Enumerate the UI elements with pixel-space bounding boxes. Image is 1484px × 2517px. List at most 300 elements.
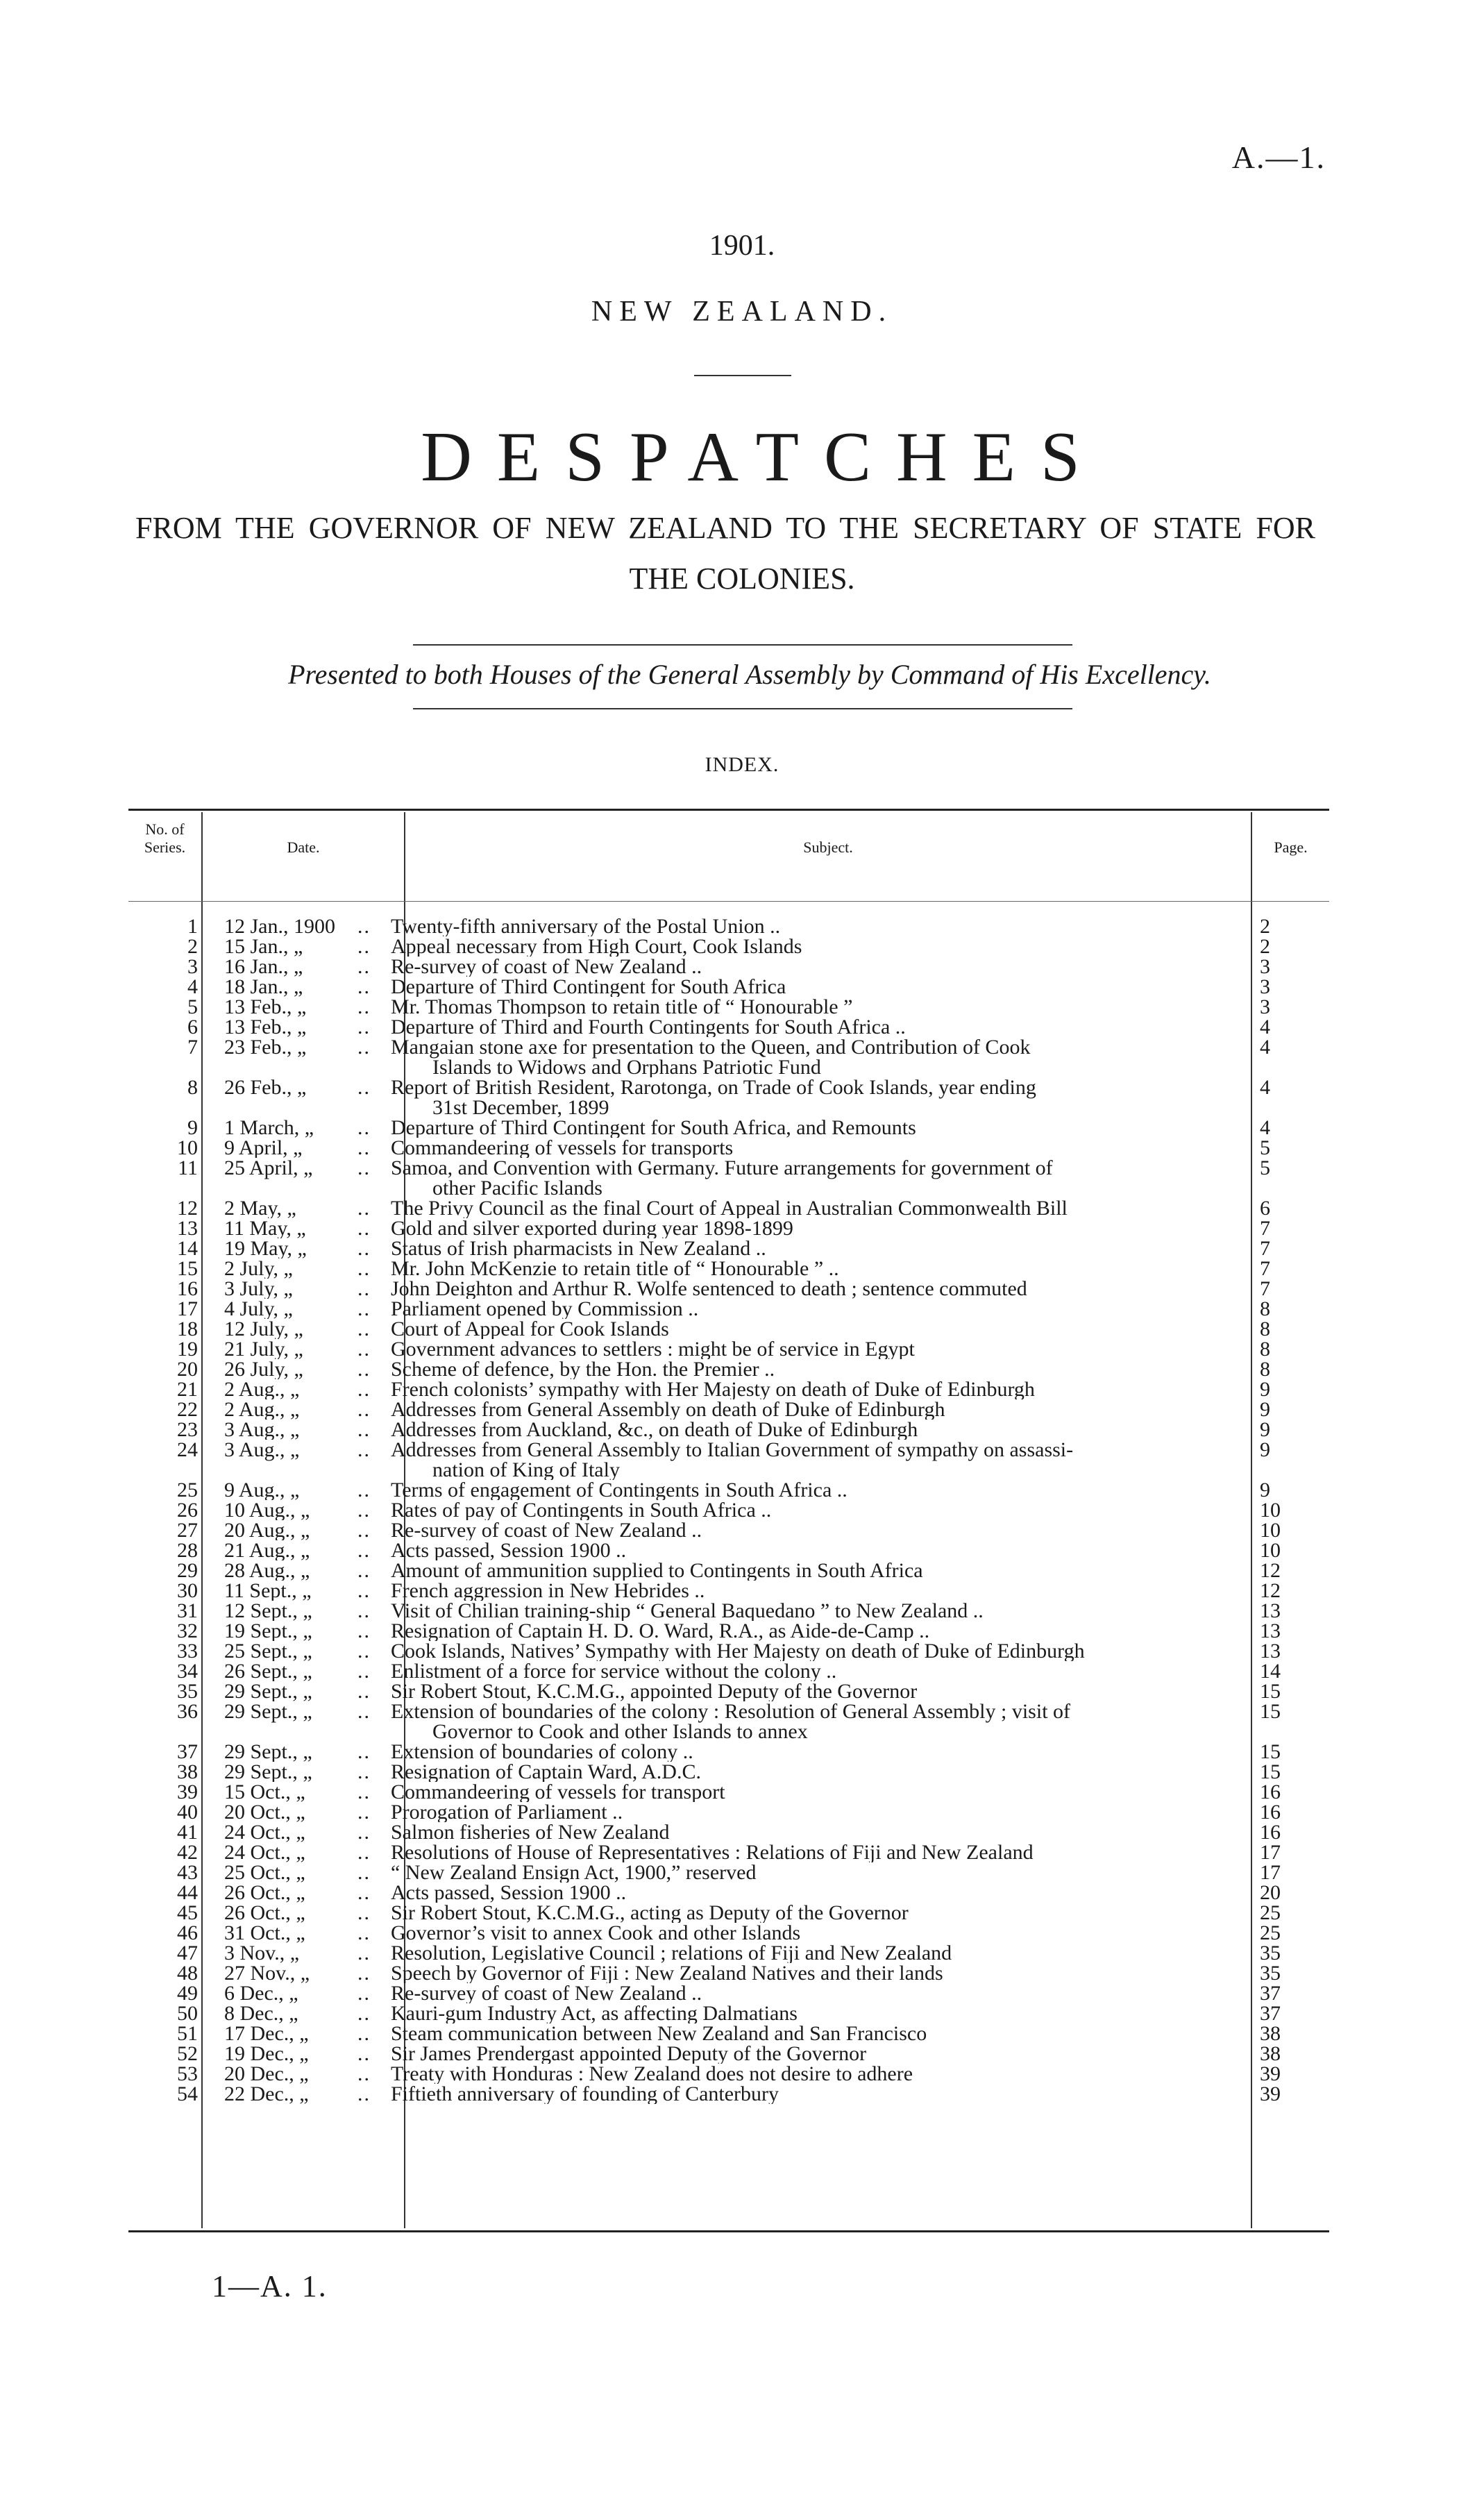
- page-number: 9: [1260, 1378, 1270, 1401]
- page-number: 12: [1260, 1559, 1281, 1582]
- series-number: 1: [187, 915, 198, 938]
- leader-dots: ..: [357, 1680, 371, 1703]
- entry-subject: [385, 1641, 1239, 1661]
- table-row: [128, 1983, 1329, 2003]
- table-top-rule: [128, 809, 1329, 811]
- page-number: 4: [1260, 1036, 1270, 1059]
- leader-dots: ..: [357, 2002, 371, 2025]
- entry-date: 19 Sept., „: [224, 1621, 312, 1641]
- entry-date: 19 May, „: [224, 1238, 307, 1258]
- page-number: 2: [1260, 915, 1270, 938]
- leader-dots: ..: [357, 1156, 371, 1179]
- leader-dots: ..: [357, 1660, 371, 1683]
- entry-subject: [385, 1963, 1239, 1983]
- series-number: 49: [177, 1982, 198, 2005]
- subject-text: Government advances to settlers : might be of service in Egypt: [391, 1339, 915, 1359]
- entry-subject: [385, 1681, 1239, 1701]
- page-number: 9: [1260, 1398, 1270, 1421]
- page-number: 16: [1260, 1801, 1281, 1824]
- table-row: [128, 2084, 1329, 2104]
- page-number: 5: [1260, 1156, 1270, 1179]
- table-row: [128, 1279, 1329, 1299]
- page-number: 9: [1260, 1438, 1270, 1461]
- subject-text: Samoa, and Convention with Germany. Future arrangements for government of: [391, 1158, 1053, 1179]
- leader-dots: ..: [357, 1036, 371, 1059]
- table-row: [128, 2044, 1329, 2064]
- table-row: [128, 1138, 1329, 1158]
- entry-subject: [385, 1158, 1239, 1198]
- subject-text: Sir James Prendergast appointed Deputy of the Governor: [391, 2044, 867, 2064]
- entry-subject: [385, 1299, 1239, 1319]
- entry-date: 19 Dec., „: [224, 2044, 309, 2064]
- entry-subject: [385, 1621, 1239, 1641]
- entry-date: 3 Aug., „: [224, 1420, 300, 1440]
- series-number: 50: [177, 2002, 198, 2025]
- country-heading: NEW ZEALAND.: [591, 296, 893, 328]
- subject-text: Enlistment of a force for service without the colony ..: [391, 1661, 837, 1681]
- table-row: [128, 1238, 1329, 1258]
- table-row: [128, 1440, 1329, 1480]
- subject-text: Addresses from General Assembly to Italian Government of sympathy on assassi-: [391, 1440, 1074, 1461]
- subject-text: Gold and silver exported during year 1898-1899: [391, 1218, 793, 1238]
- entry-subject: [385, 1903, 1239, 1923]
- page-number: 9: [1260, 1479, 1270, 1501]
- entry-subject: [385, 1520, 1239, 1540]
- entry-subject: [385, 1037, 1239, 1077]
- header-date: Date.: [287, 839, 320, 856]
- table-row: [128, 1218, 1329, 1238]
- entry-date: 26 Oct., „: [224, 1903, 305, 1923]
- entry-date: 3 Aug., „: [224, 1440, 300, 1461]
- subject-continuation: Islands to Widows and Orphans Patriotic Fund: [432, 1056, 821, 1077]
- entry-date: 11 Sept., „: [224, 1581, 312, 1601]
- page-number: 14: [1260, 1660, 1281, 1683]
- leader-dots: ..: [357, 1781, 371, 1803]
- page-number: 3: [1260, 975, 1270, 998]
- series-number: 11: [178, 1156, 198, 1179]
- page-number: 10: [1260, 1499, 1281, 1522]
- series-number: 37: [177, 1740, 198, 1763]
- leader-dots: ..: [357, 1942, 371, 1964]
- series-number: 10: [177, 1136, 198, 1159]
- subject-text: Commandeering of vessels for transports: [391, 1138, 734, 1158]
- entry-subject: [385, 1017, 1239, 1037]
- table-row: [128, 997, 1329, 1017]
- document-reference: A.—1.: [1231, 140, 1326, 175]
- entry-date: 27 Nov., „: [224, 1963, 310, 1983]
- series-number: 34: [177, 1660, 198, 1683]
- page-number: 39: [1260, 2082, 1281, 2105]
- table-row: [128, 1842, 1329, 1862]
- subject-text: Prorogation of Parliament ..: [391, 1802, 623, 1822]
- table-row: [128, 957, 1329, 977]
- leader-dots: ..: [357, 1136, 371, 1159]
- entry-subject: [385, 1077, 1239, 1118]
- entry-subject: [385, 1399, 1239, 1420]
- leader-dots: ..: [357, 1378, 371, 1401]
- series-number: 16: [177, 1277, 198, 1300]
- page-number: 8: [1260, 1358, 1270, 1381]
- page-title: DESPATCHES: [421, 418, 1105, 496]
- page-number: 4: [1260, 1076, 1270, 1099]
- subject-text: French colonists’ sympathy with Her Majesty on death of Duke of Edinburgh: [391, 1379, 1035, 1399]
- table-row: [128, 1077, 1329, 1118]
- series-number: 42: [177, 1841, 198, 1864]
- entry-subject: [385, 1420, 1239, 1440]
- series-number: 32: [177, 1619, 198, 1642]
- subject-text: John Deighton and Arthur R. Wolfe sentenced to death ; sentence commuted: [391, 1279, 1027, 1299]
- entry-subject: [385, 2064, 1239, 2084]
- page-number: 7: [1260, 1237, 1270, 1260]
- leader-dots: ..: [357, 1418, 371, 1441]
- leader-dots: ..: [357, 1619, 371, 1642]
- entry-subject: [385, 936, 1239, 957]
- entry-subject: [385, 1802, 1239, 1822]
- subject-text: Resignation of Captain Ward, A.D.C.: [391, 1762, 701, 1782]
- page-number: 15: [1260, 1680, 1281, 1703]
- page-number: 8: [1260, 1318, 1270, 1340]
- table-row: [128, 1862, 1329, 1883]
- page-number: 25: [1260, 1901, 1281, 1924]
- leader-dots: ..: [357, 2082, 371, 2105]
- entry-subject: [385, 1601, 1239, 1621]
- entry-date: 3 July, „: [224, 1279, 293, 1299]
- leader-dots: ..: [357, 1197, 371, 1220]
- series-number: 47: [177, 1942, 198, 1964]
- subject-text: Resignation of Captain H. D. O. Ward, R.A., as Aide-de-Camp ..: [391, 1621, 930, 1641]
- subject-text: Acts passed, Session 1900 ..: [391, 1540, 627, 1560]
- entry-date: 2 May, „: [224, 1198, 296, 1218]
- subject-text: Mr. John McKenzie to retain title of “ Honourable ” ..: [391, 1258, 839, 1279]
- entry-date: 12 July, „: [224, 1319, 303, 1339]
- subject-continuation: nation of King of Italy: [432, 1458, 620, 1480]
- series-number: 28: [177, 1539, 198, 1562]
- series-number: 22: [177, 1398, 198, 1421]
- entry-date: 9 April, „: [224, 1138, 303, 1158]
- series-number: 48: [177, 1962, 198, 1985]
- table-row: [128, 1198, 1329, 1218]
- table-row: [128, 977, 1329, 997]
- page-number: 10: [1260, 1539, 1281, 1562]
- subject-text: Rates of pay of Contingents in South Africa ..: [391, 1500, 772, 1520]
- series-number: 53: [177, 2062, 198, 2085]
- table-row: [128, 1118, 1329, 1138]
- subject-text: “ New Zealand Ensign Act, 1900,” reserved: [391, 1862, 757, 1883]
- series-number: 20: [177, 1358, 198, 1381]
- table-row: [128, 1601, 1329, 1621]
- series-number: 24: [177, 1438, 198, 1461]
- series-number: 46: [177, 1921, 198, 1944]
- table-bottom-rule: [128, 2230, 1329, 2232]
- leader-dots: ..: [357, 1318, 371, 1340]
- subject-continuation: 31st December, 1899: [432, 1096, 609, 1118]
- series-number: 44: [177, 1881, 198, 1904]
- entry-subject: [385, 1661, 1239, 1681]
- page-number: 15: [1260, 1740, 1281, 1763]
- page-number: 38: [1260, 2022, 1281, 2045]
- entry-date: 20 Aug., „: [224, 1520, 310, 1540]
- entry-subject: [385, 1138, 1239, 1158]
- leader-dots: ..: [357, 1297, 371, 1320]
- entry-date: 26 Oct., „: [224, 1883, 305, 1903]
- table-row: [128, 1037, 1329, 1077]
- entry-subject: [385, 1842, 1239, 1862]
- leader-dots: ..: [357, 2022, 371, 2045]
- table-row: [128, 1560, 1329, 1581]
- leader-dots: ..: [357, 1277, 371, 1300]
- page-number: 2: [1260, 935, 1270, 958]
- page-footer: 1—A. 1.: [212, 2269, 328, 2303]
- table-row: [128, 1802, 1329, 1822]
- subject-text: Sir Robert Stout, K.C.M.G., acting as Deputy of the Governor: [391, 1903, 909, 1923]
- entry-date: 13 Feb., „: [224, 1017, 307, 1037]
- table-row: [128, 1480, 1329, 1500]
- subject-text: Terms of engagement of Contingents in South Africa ..: [391, 1480, 848, 1500]
- subject-text: Kauri-gum Industry Act, as affecting Dalmatians: [391, 2003, 798, 2023]
- page-number: 13: [1260, 1599, 1281, 1622]
- series-number: 15: [177, 1257, 198, 1280]
- document-year: 1901.: [709, 230, 775, 262]
- page-number: 35: [1260, 1962, 1281, 1985]
- entry-subject: [385, 1480, 1239, 1500]
- series-number: 51: [177, 2022, 198, 2045]
- entry-subject: [385, 2003, 1239, 2023]
- entry-date: 28 Aug., „: [224, 1560, 310, 1581]
- subject-text: Mr. Thomas Thompson to retain title of “ Honourable ”: [391, 997, 853, 1017]
- leader-dots: ..: [357, 955, 371, 978]
- entry-subject: [385, 1238, 1239, 1258]
- table-row: [128, 1963, 1329, 1983]
- subject-text: Acts passed, Session 1900 ..: [391, 1883, 627, 1903]
- page-number: 5: [1260, 1136, 1270, 1159]
- entry-subject: [385, 1258, 1239, 1279]
- series-number: 52: [177, 2042, 198, 2065]
- page-number: 16: [1260, 1781, 1281, 1803]
- page-number: 9: [1260, 1418, 1270, 1441]
- subject-text: The Privy Council as the final Court of Appeal in Australian Commonwealth Bill: [391, 1198, 1068, 1218]
- subject-continuation: other Pacific Islands: [432, 1177, 602, 1198]
- table-row: [128, 1379, 1329, 1399]
- entry-date: 24 Oct., „: [224, 1842, 305, 1862]
- header-page: Page.: [1274, 839, 1308, 856]
- subject-text: Extension of boundaries of the colony : Resolution of General Assembly ; visit of: [391, 1701, 1071, 1723]
- entry-date: 25 April, „: [224, 1158, 313, 1179]
- series-number: 38: [177, 1760, 198, 1783]
- subject-text: Twenty-fifth anniversary of the Postal Union ..: [391, 916, 781, 936]
- subject-text: Governor’s visit to annex Cook and other Islands: [391, 1923, 801, 1943]
- series-number: 6: [187, 1016, 198, 1038]
- entry-subject: [385, 1822, 1239, 1842]
- leader-dots: ..: [357, 2062, 371, 2085]
- entry-subject: [385, 1782, 1239, 1802]
- series-number: 27: [177, 1519, 198, 1542]
- leader-dots: ..: [357, 1479, 371, 1501]
- series-number: 9: [187, 1116, 198, 1139]
- series-number: 54: [177, 2082, 198, 2105]
- page-number: 10: [1260, 1519, 1281, 1542]
- entry-date: 25 Sept., „: [224, 1641, 312, 1661]
- table-row: [128, 1500, 1329, 1520]
- entry-date: 26 July, „: [224, 1359, 303, 1379]
- page-number: 20: [1260, 1881, 1281, 1904]
- subject-text: Re-survey of coast of New Zealand ..: [391, 957, 702, 977]
- divider: [694, 375, 791, 376]
- table-row: [128, 1319, 1329, 1339]
- series-number: 25: [177, 1479, 198, 1501]
- leader-dots: ..: [357, 1338, 371, 1361]
- leader-dots: ..: [357, 1358, 371, 1381]
- entry-subject: [385, 1118, 1239, 1138]
- entry-date: 20 Dec., „: [224, 2064, 309, 2084]
- series-number: 12: [177, 1197, 198, 1220]
- entry-date: 13 Feb., „: [224, 997, 307, 1017]
- series-number: 26: [177, 1499, 198, 1522]
- entry-date: 1 March, „: [224, 1118, 314, 1138]
- subject-text: Treaty with Honduras : New Zealand does not desire to adhere: [391, 2064, 913, 2084]
- entry-date: 10 Aug., „: [224, 1500, 310, 1520]
- page-number: 38: [1260, 2042, 1281, 2065]
- subject-text: Status of Irish pharmacists in New Zealand ..: [391, 1238, 766, 1258]
- series-number: 7: [187, 1036, 198, 1059]
- leader-dots: ..: [357, 1801, 371, 1824]
- subject-text: Re-survey of coast of New Zealand ..: [391, 1983, 702, 2003]
- series-number: 31: [177, 1599, 198, 1622]
- leader-dots: ..: [357, 1962, 371, 1985]
- leader-dots: ..: [357, 1217, 371, 1240]
- leader-dots: ..: [357, 1539, 371, 1562]
- leader-dots: ..: [357, 975, 371, 998]
- entry-subject: [385, 1379, 1239, 1399]
- entry-date: 9 Aug., „: [224, 1480, 300, 1500]
- page-number: 3: [1260, 955, 1270, 978]
- subject-text: Sir Robert Stout, K.C.M.G., appointed Deputy of the Governor: [391, 1681, 918, 1701]
- subject-text: Resolutions of House of Representatives : Relations of Fiji and New Zealand: [391, 1842, 1034, 1862]
- table-row: [128, 1399, 1329, 1420]
- entry-subject: [385, 1319, 1239, 1339]
- entry-subject: [385, 1742, 1239, 1762]
- entry-date: 29 Sept., „: [224, 1681, 312, 1701]
- entry-subject: [385, 977, 1239, 997]
- entry-date: 11 May, „: [224, 1218, 306, 1238]
- entry-subject: [385, 2023, 1239, 2044]
- entry-subject: [385, 1862, 1239, 1883]
- page-number: 37: [1260, 1982, 1281, 2005]
- series-number: 8: [187, 1076, 198, 1099]
- table-row: [128, 1359, 1329, 1379]
- entry-subject: [385, 1883, 1239, 1903]
- subtitle-line-1: FROM THE GOVERNOR OF NEW ZEALAND TO THE SECRETARY OF STATE FOR: [135, 511, 1315, 545]
- table-row: [128, 916, 1329, 936]
- page-number: 37: [1260, 2002, 1281, 2025]
- entry-subject: [385, 1581, 1239, 1601]
- entry-date: 21 Aug., „: [224, 1540, 310, 1560]
- table-row: [128, 1339, 1329, 1359]
- index-table: [128, 916, 1329, 2104]
- entry-subject: [385, 1943, 1239, 1963]
- entry-subject: [385, 1762, 1239, 1782]
- series-number: 18: [177, 1318, 198, 1340]
- table-row: [128, 1661, 1329, 1681]
- entry-date: 2 July, „: [224, 1258, 293, 1279]
- leader-dots: ..: [357, 1901, 371, 1924]
- leader-dots: ..: [357, 1760, 371, 1783]
- entry-subject: [385, 1279, 1239, 1299]
- subject-text: Re-survey of coast of New Zealand ..: [391, 1520, 702, 1540]
- entry-date: 2 Aug., „: [224, 1379, 300, 1399]
- entry-date: 21 July, „: [224, 1339, 303, 1359]
- leader-dots: ..: [357, 1519, 371, 1542]
- page-number: 4: [1260, 1116, 1270, 1139]
- table-row: [128, 1641, 1329, 1661]
- table-row: [128, 1883, 1329, 1903]
- entry-date: 22 Dec., „: [224, 2084, 309, 2104]
- entry-date: 23 Feb., „: [224, 1037, 307, 1059]
- subject-text: Departure of Third Contingent for South Africa: [391, 977, 786, 997]
- header-no: No. of Series.: [144, 820, 186, 856]
- entry-date: 20 Oct., „: [224, 1802, 305, 1822]
- leader-dots: ..: [357, 1438, 371, 1461]
- entry-subject: [385, 957, 1239, 977]
- series-number: 4: [187, 975, 198, 998]
- series-number: 21: [177, 1378, 198, 1401]
- entry-date: 29 Sept., „: [224, 1701, 312, 1723]
- table-row: [128, 1158, 1329, 1198]
- series-number: 30: [177, 1579, 198, 1602]
- entry-subject: [385, 1560, 1239, 1581]
- table-row: [128, 1581, 1329, 1601]
- leader-dots: ..: [357, 1821, 371, 1844]
- series-number: 5: [187, 995, 198, 1018]
- subject-text: Departure of Third and Fourth Contingents for South Africa ..: [391, 1017, 906, 1037]
- page-number: 16: [1260, 1821, 1281, 1844]
- series-number: 43: [177, 1861, 198, 1884]
- subject-continuation: Governor to Cook and other Islands to annex: [432, 1720, 808, 1742]
- table-row: [128, 2023, 1329, 2044]
- page-number: 25: [1260, 1921, 1281, 1944]
- entry-subject: [385, 1983, 1239, 2003]
- entry-date: 29 Sept., „: [224, 1762, 312, 1782]
- subject-text: Amount of ammunition supplied to Contingents in South Africa: [391, 1560, 923, 1581]
- leader-dots: ..: [357, 1640, 371, 1662]
- leader-dots: ..: [357, 2042, 371, 2065]
- series-number: 40: [177, 1801, 198, 1824]
- leader-dots: ..: [357, 1740, 371, 1763]
- entry-date: 29 Sept., „: [224, 1742, 312, 1762]
- table-row: [128, 1943, 1329, 1963]
- entry-date: 31 Oct., „: [224, 1923, 305, 1943]
- series-number: 33: [177, 1640, 198, 1662]
- page-number: 15: [1260, 1700, 1281, 1723]
- subtitle-line-2: THE COLONIES.: [629, 562, 855, 596]
- leader-dots: ..: [357, 1499, 371, 1522]
- subject-text: Addresses from General Assembly on death of Duke of Edinburgh: [391, 1399, 945, 1420]
- leader-dots: ..: [357, 1579, 371, 1602]
- series-number: 39: [177, 1781, 198, 1803]
- entry-date: 18 Jan., „: [224, 977, 303, 997]
- table-row: [128, 1258, 1329, 1279]
- subject-text: Scheme of defence, by the Hon. the Premier ..: [391, 1359, 775, 1379]
- leader-dots: ..: [357, 1861, 371, 1884]
- subject-text: French aggression in New Hebrides ..: [391, 1581, 705, 1601]
- leader-dots: ..: [357, 1982, 371, 2005]
- subject-text: Extension of boundaries of colony ..: [391, 1742, 693, 1762]
- series-number: 36: [177, 1700, 198, 1723]
- subject-text: Parliament opened by Commission ..: [391, 1299, 699, 1319]
- entry-subject: [385, 2044, 1239, 2064]
- table-row: [128, 936, 1329, 957]
- page-number: 7: [1260, 1277, 1270, 1300]
- leader-dots: ..: [357, 1599, 371, 1622]
